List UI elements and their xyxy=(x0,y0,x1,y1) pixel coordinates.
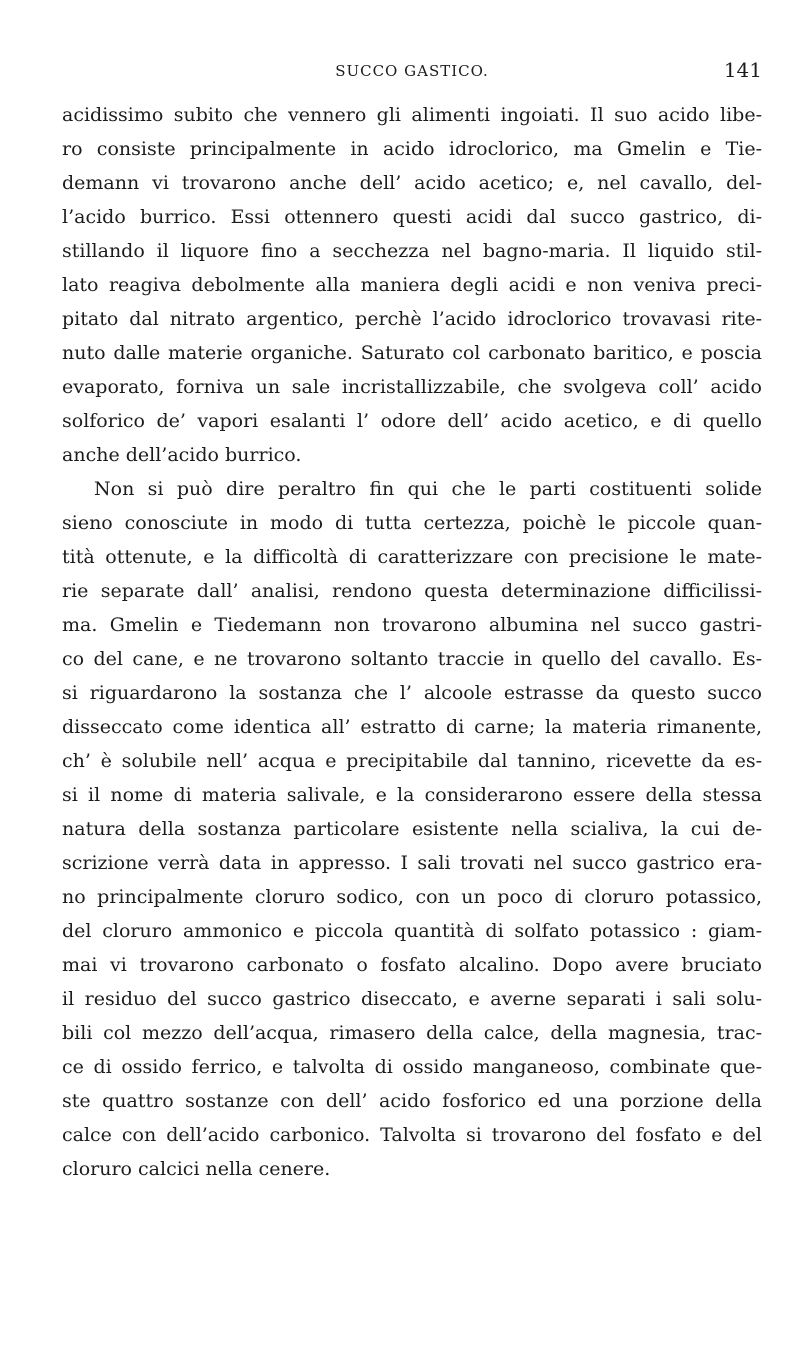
text-line: ma. Gmelin e Tiedemann non trovarono albumina nel succo gastri- xyxy=(62,614,762,636)
text-line: ste quattro sostanze con dell’ acido fosforico ed una porzione della xyxy=(62,1090,762,1112)
text-line: evaporato, forniva un sale incristallizzabile, che svolgeva coll’ acido xyxy=(62,376,762,398)
text-line: solforico de’ vapori esalanti l’ odore dell’ acido acetico, e di quello xyxy=(62,410,762,432)
text-line: sieno conosciute in modo di tutta certezza, poichè le piccole quan- xyxy=(62,512,762,534)
body-text xyxy=(62,98,762,1186)
text-line: si il nome di materia salivale, e la considerarono essere della stessa xyxy=(62,784,762,806)
text-line: stillando il liquore fino a secchezza nel bagno-maria. Il liquido stil- xyxy=(62,240,762,262)
paragraph-start-line: Non si può dire peraltro fin qui che le parti costituenti solide xyxy=(94,478,762,500)
text-line: calce con dell’acido carbonico. Talvolta si trovarono del fosfato e del xyxy=(62,1124,762,1146)
text-line: ch’ è solubile nell’ acqua e precipitabile dal tannino, ricevette da es- xyxy=(62,750,762,772)
text-line: disseccato come identica all’ estratto di carne; la materia rimanente, xyxy=(62,716,762,738)
text-line: no principalmente cloruro sodico, con un poco di cloruro potassico, xyxy=(62,886,762,908)
page-number: 141 xyxy=(723,58,762,82)
text-line: anche dell’acido burrico. xyxy=(62,444,302,466)
text-line: cloruro calcici nella cenere. xyxy=(62,1158,331,1180)
text-line: ro consiste principalmente in acido idroclorico, ma Gmelin e Tie- xyxy=(62,138,762,160)
text-line: nuto dalle materie organiche. Saturato col carbonato baritico, e poscia xyxy=(62,342,762,364)
text-line: lato reagiva debolmente alla maniera degli acidi e non veniva preci- xyxy=(62,274,762,296)
text-line: acidissimo subito che vennero gli alimenti ingoiati. Il suo acido libe- xyxy=(62,104,762,126)
text-line: pitato dal nitrato argentico, perchè l’acido idroclorico trovavasi rite- xyxy=(62,308,762,330)
text-line: demann vi trovarono anche dell’ acido acetico; e, nel cavallo, del- xyxy=(62,172,762,194)
text-line: rie separate dall’ analisi, rendono questa determinazione difficilissi- xyxy=(62,580,762,602)
text-line: l’acido burrico. Essi ottennero questi acidi dal succo gastrico, di- xyxy=(62,206,762,228)
text-line: del cloruro ammonico e piccola quantità di solfato potassico : giam- xyxy=(62,920,762,942)
text-line: co del cane, e ne trovarono soltanto traccie in quello del cavallo. Es- xyxy=(62,648,762,670)
text-line: mai vi trovarono carbonato o fosfato alcalino. Dopo avere bruciato xyxy=(62,954,762,976)
text-line: tità ottenute, e la difficoltà di caratterizzare con precisione le mate- xyxy=(62,546,762,568)
page-header xyxy=(62,58,762,88)
text-line: scrizione verrà data in appresso. I sali trovati nel succo gastrico era- xyxy=(62,852,762,874)
text-line: il residuo del succo gastrico diseccato, e averne separati i sali solu- xyxy=(62,988,762,1010)
text-line: natura della sostanza particolare esistente nella scialiva, la cui de- xyxy=(62,818,762,840)
text-line: bili col mezzo dell’acqua, rimasero della calce, della magnesia, trac- xyxy=(62,1022,762,1044)
text-line: ce di ossido ferrico, e talvolta di ossido manganeoso, combinate que- xyxy=(62,1056,762,1078)
text-line: si riguardarono la sostanza che l’ alcoole estrasse da questo succo xyxy=(62,682,762,704)
running-title: SUCCO GASTICO. xyxy=(335,62,489,80)
